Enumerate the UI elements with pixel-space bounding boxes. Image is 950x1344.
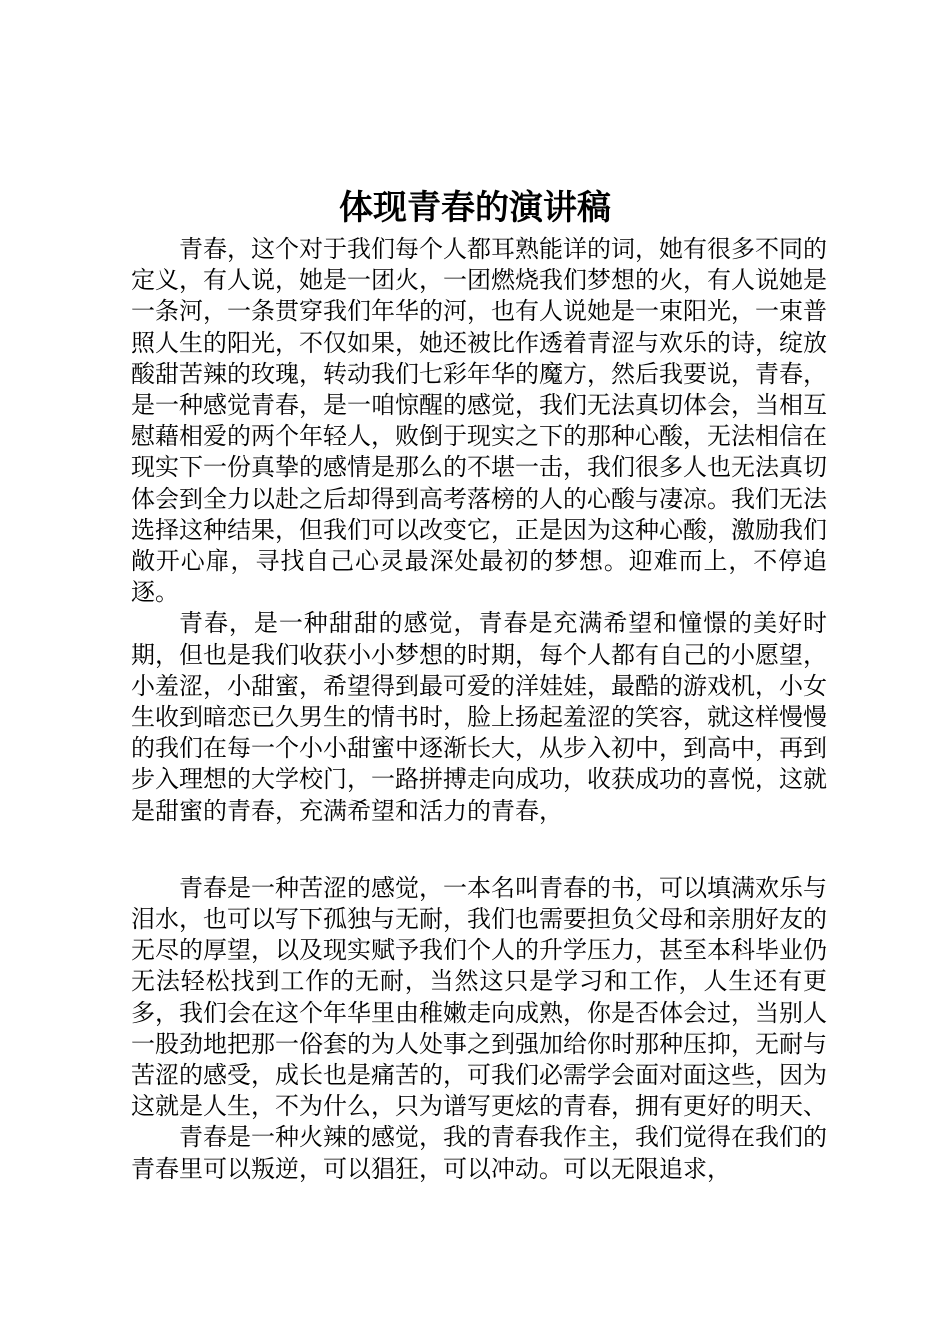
- paragraph-4: 青春是一种火辣的感觉，我的青春我作主，我们觉得在我们的青春里可以叛逆，可以猖狂，可以冲动。可以无限追求，: [131, 1123, 827, 1183]
- document-title: 体现青春的演讲稿: [339, 188, 611, 228]
- paragraph-3: 青春是一种苦涩的感觉，一本名叫青春的书，可以填满欢乐与泪水，也可以写下孤独与无耐，我们也需要担负父母和亲朋好友的无尽的厚望，以及现实赋予我们个人的升学压力，甚至本科毕业仍无法轻松找到工作的无耐，当然这只是学习和工作，人生还有更多，我们会在这个年华里由稚嫩走向成熟，你是否体会过，当别人一股劲地把那一俗套的为人处事之到强加给你时那种压抑，无耐与苦涩的感受，成长也是痛苦的，可我们必需学会面对面这些，因为这就是人生，不为什么，只为谱写更炫的青春，拥有更好的明天、: [131, 873, 827, 1121]
- paragraph-gap: [131, 827, 827, 873]
- paragraph-1: 青春，这个对于我们每个人都耳熟能详的词，她有很多不同的定义，有人说，她是一团火，一团燃烧我们梦想的火，有人说她是一条河，一条贯穿我们年华的河，也有人说她是一束阳光，一束普照人生的阳光，不仅如果，她还被比作透着青涩与欢乐的诗，绽放酸甜苦辣的玫瑰，转动我们七彩年华的魔方，然后我要说，青春，是一种感觉青春，是一咱惊醒的感觉，我们无法真切体会，当相互慰藉相爱的两个年轻人，败倒于现实之下的那种心酸，无法相信在现实下一份真挚的感情是那么的不堪一击，我们很多人也无法真切体会到全力以赴之后却得到高考落榜的人的心酸与凄凉。我们无法选择这种结果，但我们可以改变它，正是因为这种心酸，激励我们敞开心扉，寻找自己心灵最深处最初的梦想。迎难而上，不停追逐。: [131, 235, 827, 607]
- document-body: [131, 234, 827, 1185]
- paragraph-2: 青春，是一种甜甜的感觉，青春是充满希望和憧憬的美好时期，但也是我们收获小小梦想的时期，每个人都有自己的小愿望，小羞涩，小甜蜜，希望得到最可爱的洋娃娃，最酷的游戏机，小女生收到暗恋已久男生的情书时，脸上扬起羞涩的笑容，就这样慢慢的我们在每一个小小甜蜜中逐渐长大，从步入初中，到高中，再到步入理想的大学校门，一路拼搏走向成功，收获成功的喜悦，这就是甜蜜的青春，充满希望和活力的青春，: [131, 609, 827, 825]
